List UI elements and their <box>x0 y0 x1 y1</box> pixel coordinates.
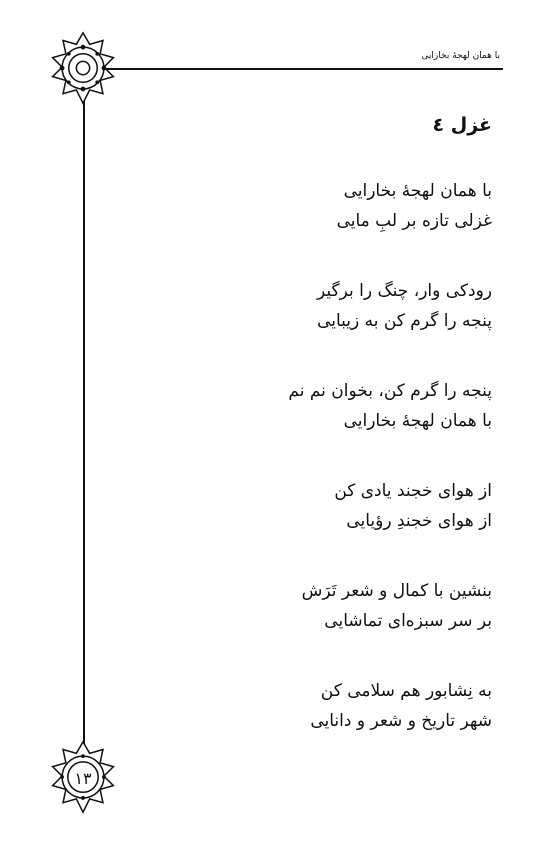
poem-content <box>112 114 492 776</box>
running-header: با همان لهجهٔ بخارایی <box>421 51 500 61</box>
verse-line: شهر تاریخ و شعر و دانایی <box>310 711 492 731</box>
header-rule <box>83 68 503 70</box>
rosette-ornament-icon <box>45 31 121 107</box>
verse-line: با همان لهجهٔ بخارایی <box>343 181 492 201</box>
verse-line: بر سر سبزه‌ای تماشایی <box>324 611 492 631</box>
verse-line: از هوای خجند یادی کن <box>334 481 492 501</box>
verse-line: پنجه را گرم کن به زیبایی <box>317 311 492 331</box>
page-number: ۱۳ <box>74 769 92 788</box>
verse-line: غزلی تازه بر لبِ مایی <box>336 211 492 231</box>
stanza <box>112 376 492 436</box>
stanza <box>112 576 492 636</box>
verse-line: بنشین با کمال و شعر تَرَش <box>301 581 492 601</box>
verse-line: از هوای خجندِ رؤیایی <box>346 511 492 531</box>
stanza <box>112 476 492 536</box>
verse-line: پنجه را گرم کن، بخوان نم نم <box>288 381 492 401</box>
poem-title: غزل ٤ <box>432 114 492 136</box>
stanza <box>112 276 492 336</box>
verse-line: به نِشابور هم سلامی کن <box>320 681 492 701</box>
left-border-line <box>83 70 85 770</box>
stanza <box>112 176 492 236</box>
verse-line: با همان لهجهٔ بخارایی <box>343 411 492 431</box>
stanza <box>112 676 492 736</box>
verse-line: رودکی وار، چنگ را برگیر <box>317 281 492 301</box>
